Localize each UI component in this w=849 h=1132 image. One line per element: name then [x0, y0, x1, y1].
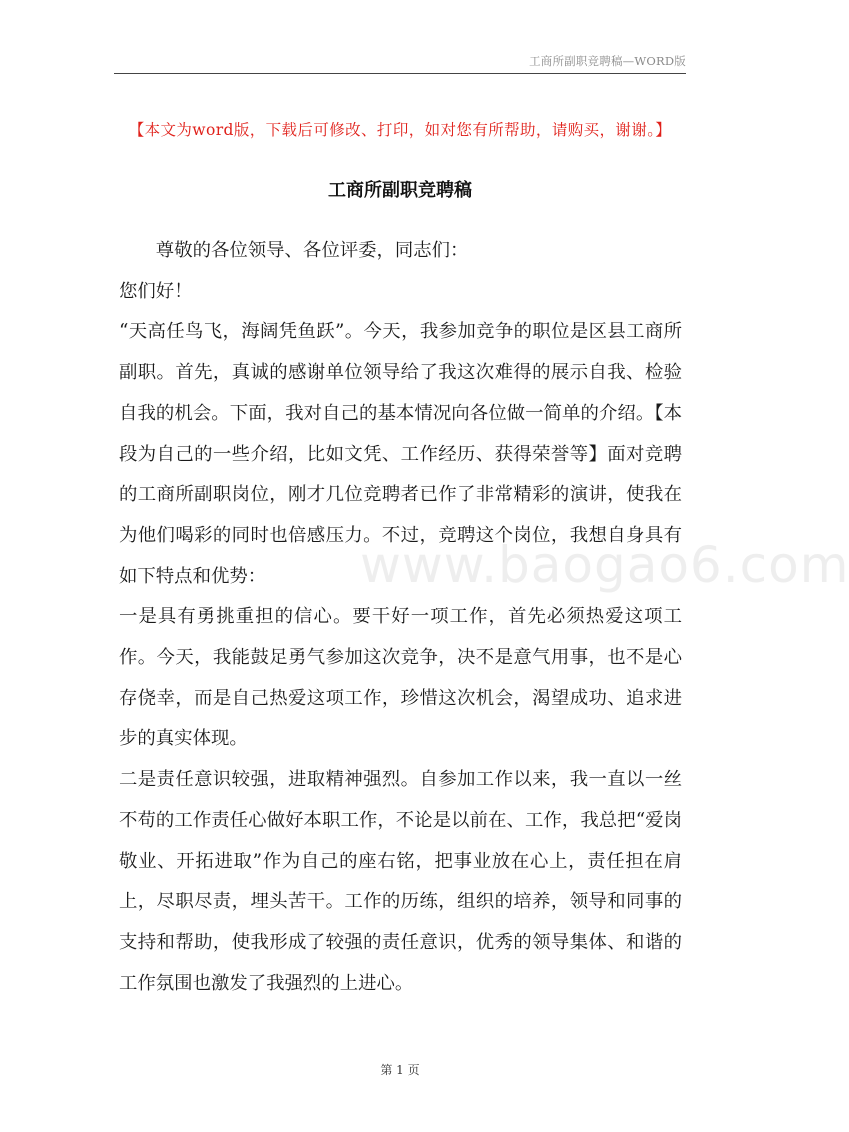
salutation-paragraph: 尊敬的各位领导、各位评委，同志们： [155, 240, 469, 261]
page-number: 第 1 页 [380, 1063, 420, 1077]
document-body [119, 231, 682, 1004]
greeting-paragraph: 您们好！ [119, 280, 193, 302]
point-two-paragraph: 二是责任意识较强，进取精神强烈。自参加工作以来，我一直以一丝不苟的工作责任心做好本职工作，不论是以前在、工作，我总把“爱岗敬业、开拓进取”作为自己的座右铭，把事业放在心上，责任担在肩上，尽职尽责，埋头苦干。工作的历练，组织的培养，领导和同事的支持和帮助，使我形成了较强的责任意识，优秀的领导集体、和谐的工作氛围也激发了我强烈的上进心。 [119, 769, 682, 994]
document-title: 工商所副职竞聘稿 [328, 180, 472, 201]
point-one-paragraph: 一是具有勇挑重担的信心。要干好一项工作，首先必须热爱这项工作。今天，我能鼓足勇气参加这次竞争，决不是意气用事，也不是心存侥幸，而是自己热爱这项工作，珍惜这次机会，渴望成功、追求进步的真实体现。 [119, 606, 682, 750]
running-header: 工商所副职竞聘稿—WORD版 [529, 54, 686, 68]
watermark: www.baogao6.com [360, 536, 849, 594]
intro-paragraph: “天高任鸟飞，海阔凭鱼跃”。今天，我参加竞争的职位是区县工商所副职。首先，真诚的感谢单位领导给了我这次难得的展示自我、检验自我的机会。下面，我对自己的基本情况向各位做一简单的介绍。【本段为自己的一些介绍，比如文凭、工作经历、获得荣誉等】面对竞聘的工商所副职岗位，刚才几位竞聘者已作了非常精彩的演讲，使我在为他们喝彩的同时也倍感压力。不过，竞聘这个岗位，我想自身具有如下特点和优势： [119, 321, 682, 587]
header-divider [114, 73, 686, 74]
purchase-notice: 【本文为word版，下载后可修改、打印，如对您有所帮助，请购买，谢谢。】 [128, 121, 672, 139]
